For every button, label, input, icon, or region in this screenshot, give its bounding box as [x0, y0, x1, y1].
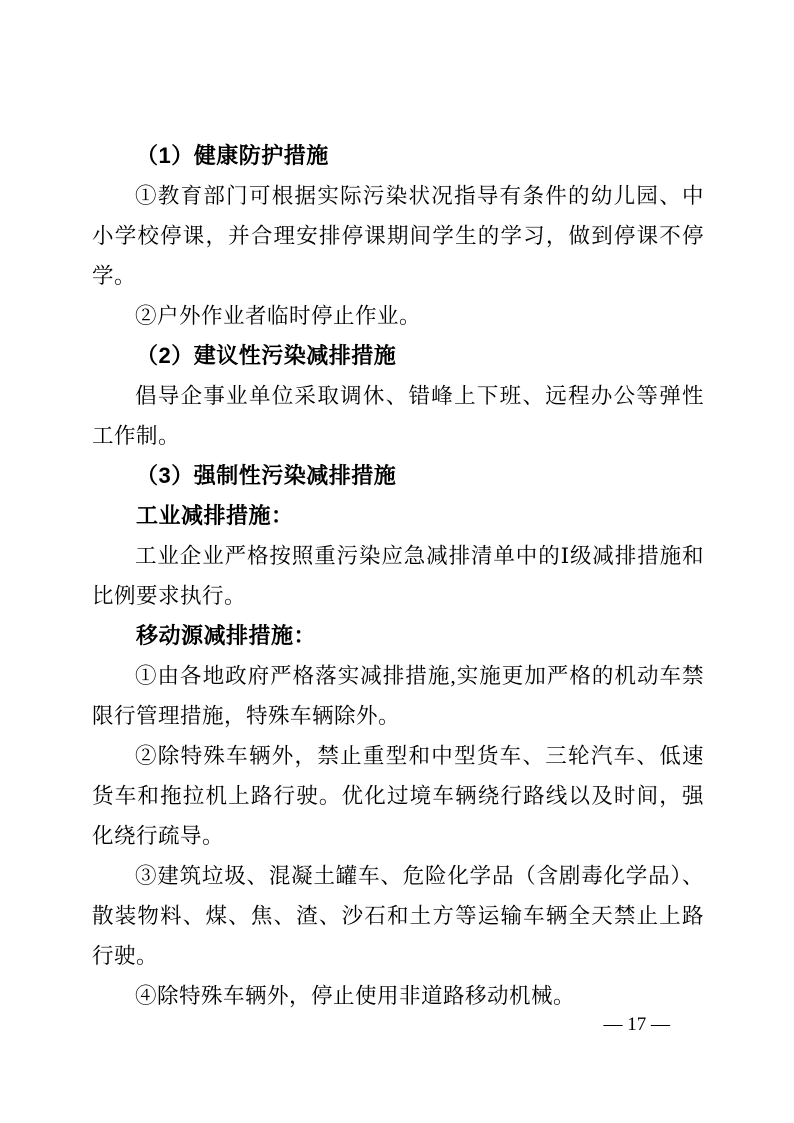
paragraph-vehicle-restriction: ①由各地政府严格落实减排措施,实施更加严格的机动车禁限行管理措施，特殊车辆除外。: [92, 664, 704, 728]
section-heading-health-protection: （1）健康防护措施: [136, 143, 329, 168]
paragraph-flexible-work-system: 倡导企事业单位采取调休、错峰上下班、远程办公等弹性工作制。: [92, 384, 704, 448]
document-body: [92, 136, 704, 1016]
section-heading-suggested-reduction: （2）建议性污染减排措施: [136, 343, 397, 368]
page-number: — 17 —: [603, 1014, 670, 1035]
paragraph-industrial-enterprises: 工业企业严格按照重污染应急减排清单中的Ⅰ级减排措施和比例要求执行。: [92, 544, 704, 608]
paragraph-truck-tractor-ban: ②除特殊车辆外，禁止重型和中型货车、三轮汽车、低速货车和拖拉机上路行驶。优化过境车辆绕行路线以及时间，强化绕行疏导。: [92, 744, 704, 848]
paragraph-school-suspension: ①教育部门可根据实际污染状况指导有条件的幼儿园、中小学校停课，并合理安排停课期间学生的学习，做到停课不停学。: [92, 184, 704, 288]
paragraph-non-road-machinery-stop: ④除特殊车辆外，停止使用非道路移动机械。: [135, 984, 576, 1008]
paragraph-outdoor-work-stop: ②户外作业者临时停止作业。: [135, 304, 422, 328]
paragraph-transport-vehicle-ban: ③建筑垃圾、混凝土罐车、危险化学品（含剧毒化学品）、散装物料、煤、焦、渣、沙石和土方等运输车辆全天禁止上路行驶。: [92, 864, 704, 968]
subheading-mobile-source-measures: 移动源减排措施：: [136, 623, 317, 648]
subheading-industrial-measures: 工业减排措施：: [136, 503, 294, 528]
section-heading-mandatory-reduction: （3）强制性污染减排措施: [136, 463, 397, 488]
